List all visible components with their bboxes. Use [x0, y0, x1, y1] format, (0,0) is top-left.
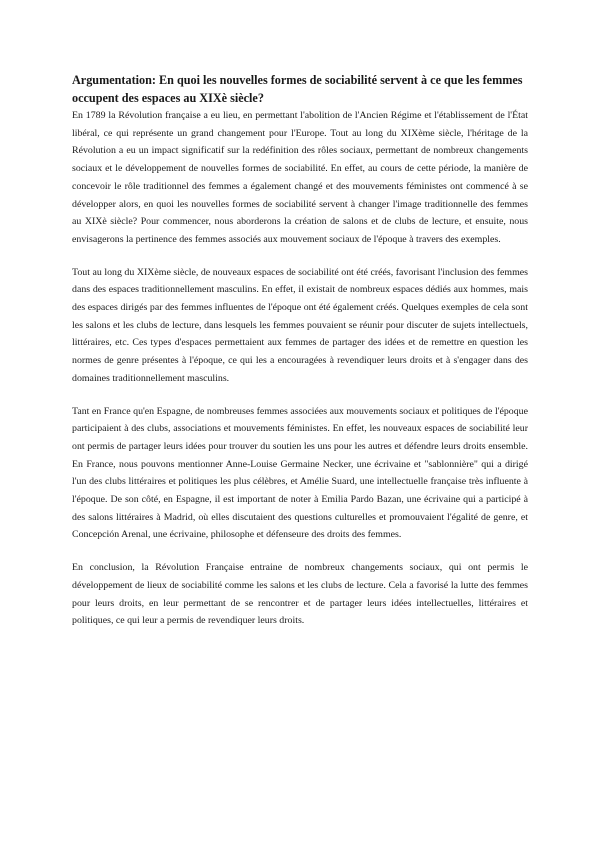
paragraph-conclusion: En conclusion, la Révolution Française entraine de nombreux changements sociaux, qui ont permis le développement de lieux de sociabilité comme les salons et les clubs de lecture. Cela a favorisé la lutte des femmes pour leurs droits, en leur permettant de se rencontrer et de partager leurs idées intellectuelles, littéraires et politiques, ce qui leur a permis de revendiquer leurs droits. [72, 562, 528, 627]
paragraph-spacer [72, 388, 528, 403]
paragraph-salons-and-clubs: Tout au long du XIXème siècle, de nouveaux espaces de sociabilité ont été créés, favorisant l'inclusion des femmes dans des espaces traditionnellement masculins. En effet, il existait de nombreux espaces dédiés aux hommes, mais des espaces dirigés par des femmes influentes de l'époque ont été également créés. Quelques exemples de cela sont les salons et les clubs de lecture, dans lesquels les femmes pouvaient se réunir pour discuter de sujets intellectuels, littéraires, etc. Ces types d'espaces permettaient aux femmes de partager des idées et de remettre en question les normes de genre présentes à l'époque, ce qui les a encouragées à revendiquer leurs droits et à s'engager dans des domaines traditionnellement masculins. [72, 266, 528, 384]
paragraph-spacer [72, 544, 528, 559]
paragraph-introduction: En 1789 la Révolution française a eu lieu, en permettant l'abolition de l'Ancien Régime et l'établissement de l'État libéral, ce qui représente un grand changement pour l'Europe. Tout au long du XIXème siècle, l'héritage de la Révolution a eu un impact significatif sur la redéfinition des rôles sociaux, permettant de nombreux changements sociaux et le développement de nouvelles formes de sociabilité. En effet, au cours de cette période, la manière de concevoir le rôle traditionnel des femmes a également changé et des mouvements féministes ont commencé à se développer alors, en quoi les nouvelles formes de sociabilité servent à changer l'image traditionnelle des femmes au XIXè siècle? Pour commencer, nous aborderons la création de salons et de clubs de lecture, et ensuite, nous envisagerons la pertinence des femmes associés aux mouvement sociaux de l'époque à travers des exemples. [72, 110, 528, 245]
document-body [72, 72, 528, 630]
paragraph-spacer [72, 249, 528, 264]
document-title: Argumentation: En quoi les nouvelles formes de sociabilité servent à ce que les femmes occupent des espaces au XIXè siècle? [72, 73, 523, 105]
paragraph-social-movements: Tant en France qu'en Espagne, de nombreuses femmes associées aux mouvements sociaux et politiques de l'époque participaient à des clubs, associations et mouvements féministes. En effet, les nouveaux espaces de sociabilité leur ont permis de partager leurs idées pour trouver du soutien les uns pour les autres et défendre leurs droits ensemble. En France, nous pouvons mentionner Anne-Louise Germaine Necker, une écrivaine et "sablonnière" qui a dirigé l'un des clubs littéraires et politiques les plus célèbres, et Amélie Suard, une intellectuelle française très influente à l'époque. De son côté, en Espagne, il est important de noter à Emilia Pardo Bazan, une écrivaine qui a participé à des salons littéraires à Madrid, où elles discutaient des questions culturelles et promouvaient l'égalité de genre, et Concepción Arenal, une écrivaine, philosophe et défenseure des droits des femmes. [72, 405, 528, 541]
